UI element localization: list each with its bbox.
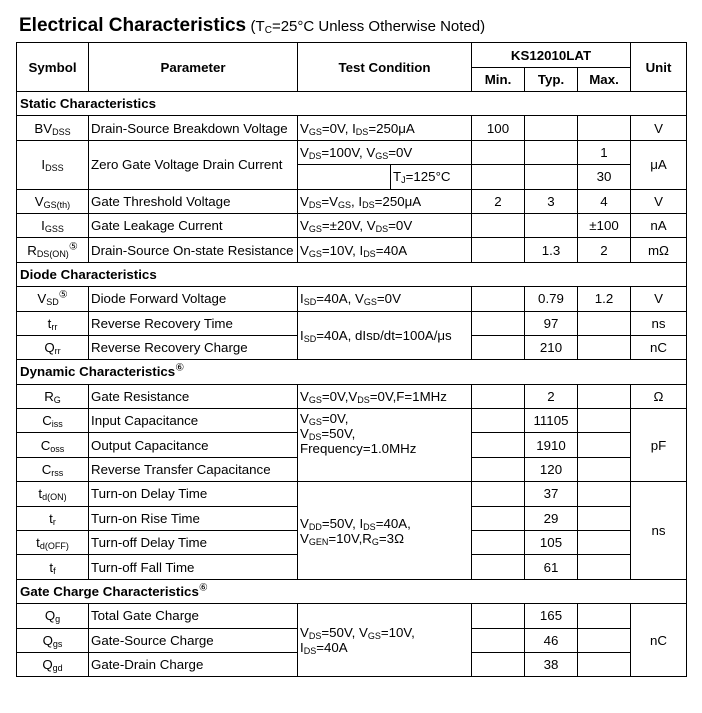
- symbol-cell: $Q_{rr}$: [17, 335, 89, 359]
- max-cell: [578, 531, 631, 555]
- table-row: [17, 482, 687, 506]
- symbol-cell: $R_G$: [17, 384, 89, 408]
- section-static: Static Characteristics: [17, 92, 687, 116]
- header-parameter: Parameter: [89, 43, 298, 92]
- unit-cell: nA: [631, 213, 687, 237]
- symbol-cell: $t_f$: [17, 555, 89, 579]
- typ-cell: [525, 140, 578, 164]
- footnote-marker: ⑤: [58, 289, 68, 301]
- condition-cell: $V_{DS}=100V$, $V_{GS}=0V$: [298, 140, 472, 164]
- document-title: [19, 14, 485, 39]
- symbol-cell: $t_r$: [17, 506, 89, 530]
- min-cell: [472, 213, 525, 237]
- parameter-cell: Diode Forward Voltage: [89, 287, 298, 311]
- condition-cell: $V_{GS}=0V$, $V_{DS}=50V$, Frequency=1.0MHz: [298, 409, 472, 482]
- parameter-cell: Reverse Recovery Charge: [89, 335, 298, 359]
- header-symbol: Symbol: [17, 43, 89, 92]
- max-cell: [578, 433, 631, 457]
- symbol-cell: $Q_{gd}$: [17, 652, 89, 676]
- condition-cell: $V_{GS}=10V$, $I_{DS}=40A$: [298, 238, 472, 262]
- table-row: [17, 409, 687, 433]
- typ-cell: 2: [525, 384, 578, 408]
- table-row: [17, 213, 687, 237]
- condition-cell: $V_{GS}=0V,V_{DS}=0V,F=1MHz$: [298, 384, 472, 408]
- header-test-condition: Test Condition: [298, 43, 472, 92]
- unit-cell: V: [631, 116, 687, 140]
- typ-cell: 1.3: [525, 238, 578, 262]
- section-row: [17, 579, 687, 603]
- parameter-cell: Zero Gate Voltage Drain Current: [89, 140, 298, 189]
- symbol-cell: $t_{rr}$: [17, 311, 89, 335]
- parameter-cell: Drain-Source Breakdown Voltage: [89, 116, 298, 140]
- typ-cell: 61: [525, 555, 578, 579]
- min-cell: [472, 652, 525, 676]
- header-max: Max.: [578, 68, 631, 92]
- condition-cell: $I_{SD}=40A$, dIsᴅ/dt=100A/μs: [298, 311, 472, 360]
- section-row: [17, 262, 687, 286]
- parameter-cell: Reverse Transfer Capacitance: [89, 457, 298, 481]
- condition-cell: $V_{GS}=\pm 20V$, $V_{DS}=0V$: [298, 213, 472, 237]
- typ-cell: 97: [525, 311, 578, 335]
- min-cell: 2: [472, 189, 525, 213]
- typ-cell: 29: [525, 506, 578, 530]
- typ-cell: 11105: [525, 409, 578, 433]
- max-cell: 1.2: [578, 287, 631, 311]
- parameter-cell: Gate-Drain Charge: [89, 652, 298, 676]
- min-cell: [472, 238, 525, 262]
- min-cell: [472, 531, 525, 555]
- max-cell: ±100: [578, 213, 631, 237]
- unit-cell: nC: [631, 604, 687, 677]
- max-cell: [578, 116, 631, 140]
- min-cell: [472, 604, 525, 628]
- typ-cell: [525, 165, 578, 189]
- header-min: Min.: [472, 68, 525, 92]
- min-cell: 100: [472, 116, 525, 140]
- condition-cell: $V_{DD}=50V$, $I_{DS}=40A$, $V_{GEN}=10V,R_G=3\Omega$: [298, 482, 472, 580]
- max-cell: [578, 652, 631, 676]
- typ-cell: [525, 213, 578, 237]
- min-cell: [472, 409, 525, 433]
- symbol-cell: $I_{GSS}$: [17, 213, 89, 237]
- parameter-cell: Gate Resistance: [89, 384, 298, 408]
- min-cell: [472, 482, 525, 506]
- typ-cell: 1910: [525, 433, 578, 457]
- header-unit: Unit: [631, 43, 687, 92]
- parameter-cell: Input Capacitance: [89, 409, 298, 433]
- max-cell: [578, 335, 631, 359]
- typ-cell: 38: [525, 652, 578, 676]
- max-cell: [578, 628, 631, 652]
- typ-cell: 210: [525, 335, 578, 359]
- symbol-cell: $C_{rss}$: [17, 457, 89, 481]
- symbol-cell: $V_{SD}^⑤$: [17, 287, 89, 311]
- min-cell: [472, 165, 525, 189]
- condition-cell: $I_{SD}=40A$, $V_{GS}=0V$: [298, 287, 472, 311]
- typ-cell: 37: [525, 482, 578, 506]
- typ-cell: [525, 116, 578, 140]
- unit-cell: μA: [631, 140, 687, 189]
- section-row: [17, 92, 687, 116]
- table-row: [17, 384, 687, 408]
- parameter-cell: Total Gate Charge: [89, 604, 298, 628]
- header-part-number: KS12010LAT: [472, 43, 631, 68]
- condition-cell: $T_J=125^\circ C$: [298, 165, 472, 189]
- table-row: [17, 311, 687, 335]
- condition-cell: $V_{DS}=50V$, $V_{GS}=10V$, $I_{DS}=40A$: [298, 604, 472, 677]
- min-cell: [472, 140, 525, 164]
- max-cell: [578, 311, 631, 335]
- symbol-cell: $I_{DSS}$: [17, 140, 89, 189]
- unit-cell: ns: [631, 311, 687, 335]
- section-row: [17, 360, 687, 384]
- typ-cell: 0.79: [525, 287, 578, 311]
- footnote-marker: ⑥: [198, 582, 208, 594]
- typ-cell: 165: [525, 604, 578, 628]
- title-conditions: ($T_C=25^\circ C$ Unless Otherwise Noted): [250, 18, 486, 36]
- unit-cell: nC: [631, 335, 687, 359]
- parameter-cell: Gate-Source Charge: [89, 628, 298, 652]
- parameter-cell: Gate Threshold Voltage: [89, 189, 298, 213]
- table-row: [17, 238, 687, 262]
- table-row: [17, 189, 687, 213]
- symbol-cell: $t_{d(OFF)}$: [17, 531, 89, 555]
- symbol-cell: $R_{DS(ON)}^⑤$: [17, 238, 89, 262]
- table-row: [17, 116, 687, 140]
- typ-cell: 105: [525, 531, 578, 555]
- max-cell: 4: [578, 189, 631, 213]
- title-main: Electrical Characteristics: [19, 15, 247, 36]
- table-row: [17, 604, 687, 628]
- symbol-cell: $V_{GS(th)}$: [17, 189, 89, 213]
- condition-cell: $V_{DS}=V_{GS}$, $I_{DS}=250\mu A$: [298, 189, 472, 213]
- typ-cell: 46: [525, 628, 578, 652]
- symbol-cell: $Q_g$: [17, 604, 89, 628]
- header-typ: Typ.: [525, 68, 578, 92]
- condition-cell: $V_{GS}=0V$, $I_{DS}=250\mu A$: [298, 116, 472, 140]
- unit-cell: V: [631, 287, 687, 311]
- symbol-cell: $t_{d(ON)}$: [17, 482, 89, 506]
- parameter-cell: Turn-off Fall Time: [89, 555, 298, 579]
- electrical-characteristics-table: [16, 42, 687, 677]
- typ-cell: 120: [525, 457, 578, 481]
- max-cell: [578, 506, 631, 530]
- typ-cell: 3: [525, 189, 578, 213]
- unit-cell: V: [631, 189, 687, 213]
- table-row: [17, 287, 687, 311]
- section-dynamic: Dynamic Characteristics⑥: [17, 360, 687, 384]
- min-cell: [472, 287, 525, 311]
- max-cell: 1: [578, 140, 631, 164]
- symbol-cell: $Q_{gs}$: [17, 628, 89, 652]
- section-diode: Diode Characteristics: [17, 262, 687, 286]
- unit-cell: ns: [631, 482, 687, 580]
- footnote-marker: ⑥: [175, 363, 185, 375]
- parameter-cell: Gate Leakage Current: [89, 213, 298, 237]
- min-cell: [472, 506, 525, 530]
- max-cell: 30: [578, 165, 631, 189]
- min-cell: [472, 311, 525, 335]
- table-row: [17, 140, 687, 164]
- parameter-cell: Turn-on Delay Time: [89, 482, 298, 506]
- footnote-marker: ⑤: [68, 241, 78, 253]
- max-cell: [578, 604, 631, 628]
- min-cell: [472, 433, 525, 457]
- max-cell: [578, 409, 631, 433]
- unit-cell: Ω: [631, 384, 687, 408]
- min-cell: [472, 555, 525, 579]
- max-cell: [578, 384, 631, 408]
- min-cell: [472, 457, 525, 481]
- symbol-cell: $BV_{DSS}$: [17, 116, 89, 140]
- max-cell: [578, 482, 631, 506]
- parameter-cell: Drain-Source On-state Resistance: [89, 238, 298, 262]
- header-row: [17, 43, 687, 68]
- symbol-cell: $C_{iss}$: [17, 409, 89, 433]
- unit-cell: pF: [631, 409, 687, 482]
- min-cell: [472, 384, 525, 408]
- max-cell: [578, 457, 631, 481]
- section-gate-charge: Gate Charge Characteristics⑥: [17, 579, 687, 603]
- parameter-cell: Turn-off Delay Time: [89, 531, 298, 555]
- unit-cell: mΩ: [631, 238, 687, 262]
- max-cell: 2: [578, 238, 631, 262]
- symbol-cell: $C_{oss}$: [17, 433, 89, 457]
- parameter-cell: Turn-on Rise Time: [89, 506, 298, 530]
- parameter-cell: Output Capacitance: [89, 433, 298, 457]
- parameter-cell: Reverse Recovery Time: [89, 311, 298, 335]
- min-cell: [472, 628, 525, 652]
- max-cell: [578, 555, 631, 579]
- min-cell: [472, 335, 525, 359]
